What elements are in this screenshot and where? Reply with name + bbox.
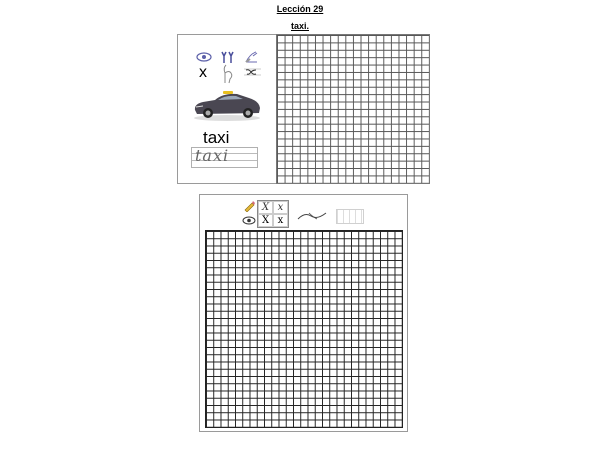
sign-language-x-hand-icon <box>219 62 237 84</box>
eye-icon <box>196 52 212 62</box>
lower-print-x: x <box>273 214 288 227</box>
letter-forms-table <box>257 200 289 228</box>
eye-icon <box>242 216 256 225</box>
taxi-car-image <box>191 86 263 122</box>
bottom-writing-grid <box>205 230 403 428</box>
word-taxi: taxi <box>203 128 230 147</box>
pencil-icon <box>243 200 255 212</box>
trace-guide <box>336 209 364 224</box>
cursive-x-icon <box>244 66 261 78</box>
cursive-word-taxi: taxi <box>195 146 230 165</box>
top-writing-grid <box>276 34 430 184</box>
upper-script-x: X <box>258 201 273 214</box>
letter-x: x <box>199 64 207 81</box>
upper-print-x: X <box>258 214 273 227</box>
cursive-stroke-icon <box>297 211 327 221</box>
hand-writing-icon <box>244 50 260 64</box>
word-title: taxi. <box>290 21 309 31</box>
lesson-title: Lección 29 <box>276 4 324 14</box>
lower-script-x: x <box>273 201 288 214</box>
